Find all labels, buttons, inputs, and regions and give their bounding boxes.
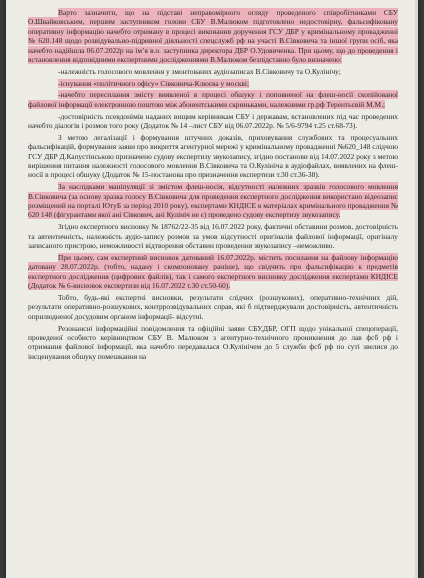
highlight-4: -начебто пересилання змісту виявленої в процесі обшуку і поповненої на флеш-носії скопійованої файлової інформації електронною поштою між абонентськими скриньками, належними гр.рф Терентьєвій М.М.; xyxy=(28,90,398,109)
paragraph-7 xyxy=(28,182,398,220)
paragraph-2 xyxy=(28,67,398,76)
paragraph-5-text: -достовірність псевдонімів наданих вищим керівникам СБУ і державам, встановлених під час проведених начебто діалогів і розмов того року (Додаток № 14 –лист СБУ від 06.07.2022р. № 5/6-9794 т.25 ст.68-73). xyxy=(28,111,398,131)
document-body xyxy=(28,8,398,364)
document-page xyxy=(6,0,418,578)
paragraph-2-text: -належність голосового мовлення у змонтованих аудіозаписах В.Сівковичу та О.Кулінічу; xyxy=(58,66,341,76)
paragraph-6-text: З метою легалізації і формування штучних доказів, приховування службових та процесуальних фальсифікацій, формування заяви про викриття агентурної мережі у кримінальному провадженні №620_148 слідчою ГСУ ДБР Д.Капустінською призначено судову експертизу звукозапису, згідно постанови від 14.07.2022 року з метою вирішення питання належності голосового мовлення В.Сівковича та О.Кулініча в аудіофайлах, виявлених на флеш-носії в процесі обшуку (Додаток № 15-постанова про призначення експертизи т.30 ст.36-38). xyxy=(28,132,398,180)
paragraph-8-text: Згідно експертного висновку № 18762/22-35 від 16.07.2022 року, фактичні обставини розмов, достовірність та автентичність, належність аудіо-запису розмов за умов відсутності оригіналів файлової інформації, оригіналу записаного пристрою, неможливості відтворення обставин проведення звукозапису –неможливо. xyxy=(28,222,398,251)
paragraph-11-text: Резонансні інформаційні повідомлення та офіційні заяви СБУ,ДБР, ОГП щодо унікальної спецоперації, проведеної особисто керівництвом СБУ В. Малюком з агентурно-технічного проникнення до лав фсб рф і отримання файлової інформації, яка начебто передавалася О.Кулінічем до 5 служби фсб рф по суті звелися до інсценування обшуку помешкання на xyxy=(28,323,398,361)
paragraph-9 xyxy=(28,253,398,291)
paragraph-11 xyxy=(28,324,398,362)
page-edge xyxy=(415,0,418,578)
paragraph-10 xyxy=(28,293,398,321)
paragraph-10-text: Тобто, будь-які експертні висновки, результати слідчих (розшукових), оперативно-технічних дій, результати оперативно-розшукових, контррозвідувальних справ, які б підтверджували достовірність, автентичність оприлюдненої досудовим органом інформації- відсутні. xyxy=(28,292,398,321)
paragraph-6 xyxy=(28,133,398,180)
highlight-3: -існування «політичного офісу» Сівковича-Клюєва у москві; xyxy=(58,78,250,88)
highlight-1: Варто зазначити, що на підставі неправомірного огляду проведеного співробітниками СБУ О.Швайковським, першим заступником голови СБУ В.Малюком підготовлено недостовірну, фальсифіковану оперативну інформацію начебто отриману в процесі виконання доручення ГСУ ДБР у кримінальному провадженні № 620.148 щодо розвідувально-підривної діяльності спецслужб рф на участі В.Сівковича та іншої групи осіб, яка начебто надійшла 06.07.2022р на ім’я в.о. заступника директора ДБР О.Удовиченка. При цьому, що до проведення і встановлення відповідними експертними дослідженнями В.Малюком безпідставно було визначено: xyxy=(28,8,398,65)
paragraph-8 xyxy=(28,222,398,250)
highlight-7: За наслідками маніпуляції зі змістом флеш-носія, відсутності належних зразків голосового мовлення В.Сівковича (за основу зразка голосу В.Сівковича для проведення експертного дослідження використано відеозапис розміщений на порталі ЮтуБ за період 2010 року), експертами КНДІСЕ в матеріалах кримінального провадження № 620 148 (фігурантами якої ані Сівкович, ані Кулініч не є) проведено судову експертизу звукозапису. xyxy=(28,182,398,220)
paragraph-1 xyxy=(28,8,398,64)
paragraph-3 xyxy=(28,79,398,88)
paragraph-4 xyxy=(28,90,398,109)
paragraph-5 xyxy=(28,112,398,131)
highlight-9: При цьому, сам експертний висновок датований 16.07.2022р. містить посилання на файлову інформацію датовану 28.07.2022р. (тобто, надану і скомпоновану раніше), що свідчить про фальсифікацію к предметів експертного дослідження (цифрових файлів), так і самого експертного висновку дослідження експертами КНДІСЕ (Додаток № 6-висновок експертизи від 16.07.2022 т.30 ст.50-60). xyxy=(28,252,398,291)
